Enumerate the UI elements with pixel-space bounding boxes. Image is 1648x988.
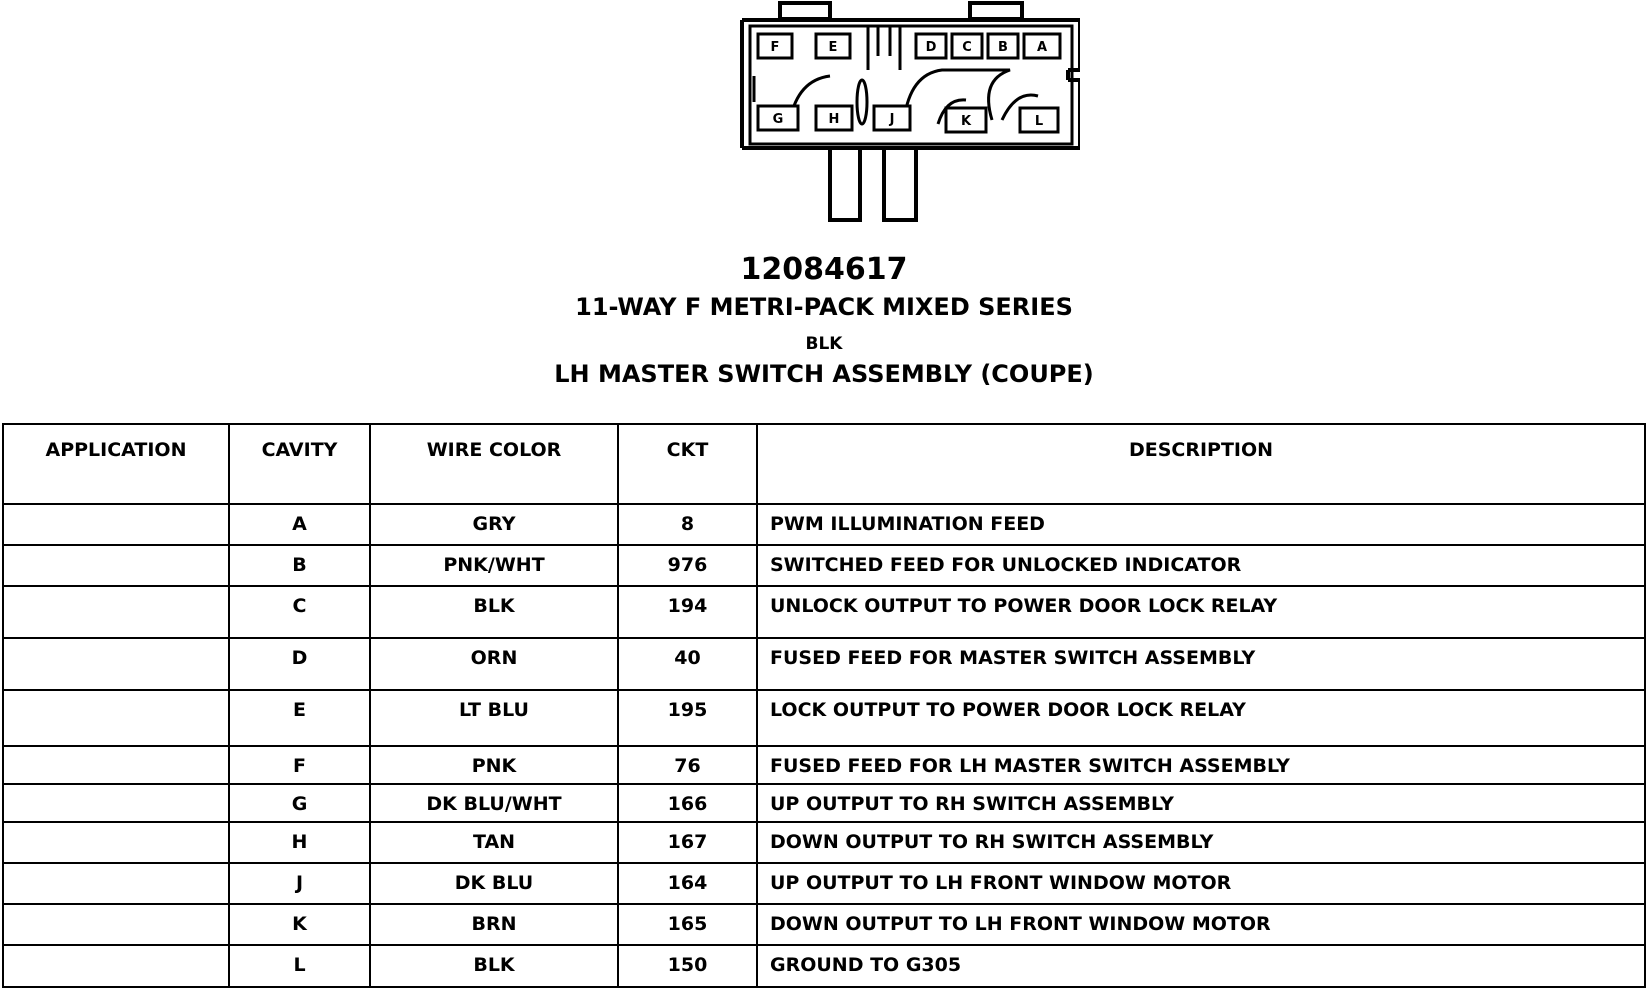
table-row: [3, 822, 1645, 863]
cell-application: [3, 822, 229, 863]
cavity-label: J: [889, 112, 895, 127]
cell-application: [3, 746, 229, 784]
cell-ckt: 40: [618, 638, 757, 690]
cell-description: DOWN OUTPUT TO LH FRONT WINDOW MOTOR: [757, 904, 1645, 945]
cell-wire-color: DK BLU: [370, 863, 618, 904]
table-row: [3, 504, 1645, 545]
cell-application: [3, 638, 229, 690]
bottom-cavities: [758, 106, 1058, 132]
cell-cavity: H: [229, 822, 370, 863]
header-description: DESCRIPTION: [757, 424, 1645, 504]
cell-description: LOCK OUTPUT TO POWER DOOR LOCK RELAY: [757, 690, 1645, 746]
cell-application: [3, 945, 229, 987]
cavity-label: K: [960, 114, 972, 129]
cell-description: FUSED FEED FOR LH MASTER SWITCH ASSEMBLY: [757, 746, 1645, 784]
header-cavity: CAVITY: [229, 424, 370, 504]
cavity-label: L: [1034, 114, 1044, 129]
cell-wire-color: GRY: [370, 504, 618, 545]
cell-cavity: D: [229, 638, 370, 690]
cell-application: [3, 690, 229, 746]
cell-ckt: 976: [618, 545, 757, 586]
table-row: [3, 863, 1645, 904]
cell-application: [3, 863, 229, 904]
cell-wire-color: ORN: [370, 638, 618, 690]
table-row: [3, 904, 1645, 945]
cavity-label: G: [772, 112, 784, 127]
cell-ckt: 195: [618, 690, 757, 746]
cell-description: DOWN OUTPUT TO RH SWITCH ASSEMBLY: [757, 822, 1645, 863]
cell-application: [3, 545, 229, 586]
cell-description: UP OUTPUT TO RH SWITCH ASSEMBLY: [757, 784, 1645, 822]
cavity-label: H: [828, 112, 840, 127]
cell-ckt: 150: [618, 945, 757, 987]
cell-ckt: 165: [618, 904, 757, 945]
cell-cavity: A: [229, 504, 370, 545]
cell-ckt: 164: [618, 863, 757, 904]
cell-wire-color: BLK: [370, 945, 618, 987]
cell-cavity: F: [229, 746, 370, 784]
assembly-name: LH MASTER SWITCH ASSEMBLY (COUPE): [554, 360, 1094, 388]
table-row: [3, 945, 1645, 987]
cell-ckt: 76: [618, 746, 757, 784]
cell-cavity: C: [229, 586, 370, 638]
cavity-label: A: [1036, 40, 1048, 55]
cell-description: UP OUTPUT TO LH FRONT WINDOW MOTOR: [757, 863, 1645, 904]
cavity-label: D: [925, 40, 937, 55]
table-row: [3, 746, 1645, 784]
cell-cavity: J: [229, 863, 370, 904]
cell-ckt: 167: [618, 822, 757, 863]
cell-wire-color: BLK: [370, 586, 618, 638]
cell-description: PWM ILLUMINATION FEED: [757, 504, 1645, 545]
cell-description: SWITCHED FEED FOR UNLOCKED INDICATOR: [757, 545, 1645, 586]
cell-wire-color: TAN: [370, 822, 618, 863]
cell-ckt: 8: [618, 504, 757, 545]
cell-application: [3, 586, 229, 638]
cell-description: GROUND TO G305: [757, 945, 1645, 987]
table-row: [3, 690, 1645, 746]
table-body: [3, 504, 1645, 987]
cell-wire-color: BRN: [370, 904, 618, 945]
table-row: [3, 586, 1645, 638]
cell-wire-color: PNK/WHT: [370, 545, 618, 586]
header-application: APPLICATION: [3, 424, 229, 504]
cell-ckt: 194: [618, 586, 757, 638]
cavity-label: F: [770, 40, 780, 55]
cell-application: [3, 904, 229, 945]
cell-cavity: G: [229, 784, 370, 822]
table-row: [3, 545, 1645, 586]
header-ckt: CKT: [618, 424, 757, 504]
pinout-table: [2, 423, 1646, 988]
table-header-row: [3, 424, 1645, 504]
connector-type: 11-WAY F METRI-PACK MIXED SERIES: [575, 293, 1073, 321]
cell-wire-color: LT BLU: [370, 690, 618, 746]
cavity-label: E: [828, 40, 838, 55]
header-wire-color: WIRE COLOR: [370, 424, 618, 504]
cavity-label: C: [962, 40, 972, 55]
cell-description: FUSED FEED FOR MASTER SWITCH ASSEMBLY: [757, 638, 1645, 690]
connector-color: BLK: [805, 334, 843, 354]
cell-description: UNLOCK OUTPUT TO POWER DOOR LOCK RELAY: [757, 586, 1645, 638]
cell-ckt: 166: [618, 784, 757, 822]
part-number: 12084617: [740, 252, 908, 287]
cell-cavity: L: [229, 945, 370, 987]
cell-application: [3, 504, 229, 545]
cell-wire-color: DK BLU/WHT: [370, 784, 618, 822]
cavity-label: B: [998, 40, 1008, 55]
connector-face-diagram: [720, 0, 1080, 228]
top-cavities: [758, 34, 1060, 58]
table-row: [3, 638, 1645, 690]
cell-cavity: E: [229, 690, 370, 746]
cell-cavity: B: [229, 545, 370, 586]
cell-wire-color: PNK: [370, 746, 618, 784]
cell-application: [3, 784, 229, 822]
table-row: [3, 784, 1645, 822]
cell-cavity: K: [229, 904, 370, 945]
